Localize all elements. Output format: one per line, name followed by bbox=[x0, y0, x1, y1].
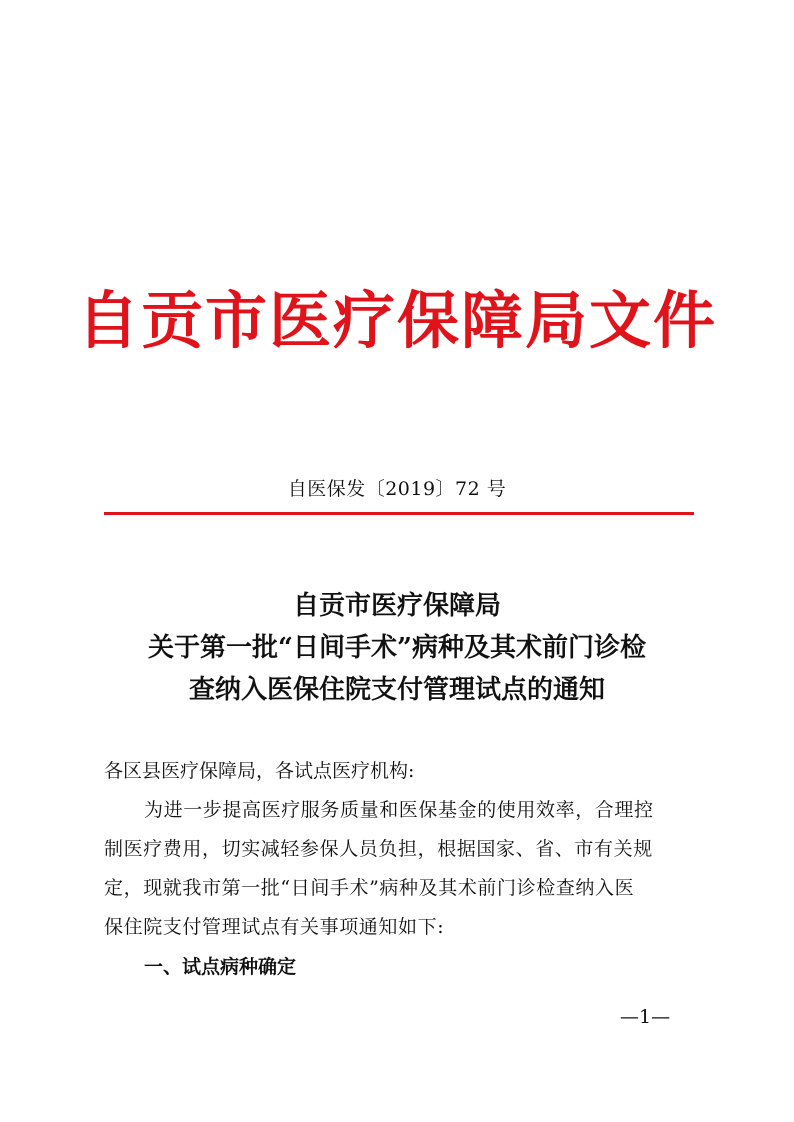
page-number: —1— bbox=[620, 1006, 671, 1028]
masthead-title: 自贡市医疗保障局文件 bbox=[76, 284, 717, 357]
notice-title-line-2: 关于第一批“日间手术”病种及其术前门诊检 bbox=[148, 633, 646, 663]
paragraph-line-2: 制医疗费用，切实减轻参保人员负担，根据国家、省、市有关规 bbox=[104, 838, 653, 860]
notice-body bbox=[104, 752, 694, 947]
paragraph-line-1: 为进一步提高医疗服务质量和医保基金的使用效率，合理控 bbox=[144, 799, 654, 821]
document-number: 自医保发〔2019〕72 号 bbox=[287, 478, 507, 500]
section-heading: 一、试点病种确定 bbox=[144, 956, 297, 978]
paragraph-line-3: 定，现就我市第一批“日间手术”病种及其术前门诊检查纳入医 bbox=[104, 877, 635, 899]
notice-title-line-1: 自贡市医疗保障局 bbox=[292, 591, 501, 621]
notice-title bbox=[80, 585, 714, 711]
paragraph-line-4: 保住院支付管理试点有关事项通知如下: bbox=[104, 916, 445, 938]
red-separator-line bbox=[104, 512, 694, 515]
salutation: 各区县医疗保障局，各试点医疗机构: bbox=[104, 760, 415, 782]
notice-title-line-3: 查纳入医保住院支付管理试点的通知 bbox=[188, 675, 605, 705]
